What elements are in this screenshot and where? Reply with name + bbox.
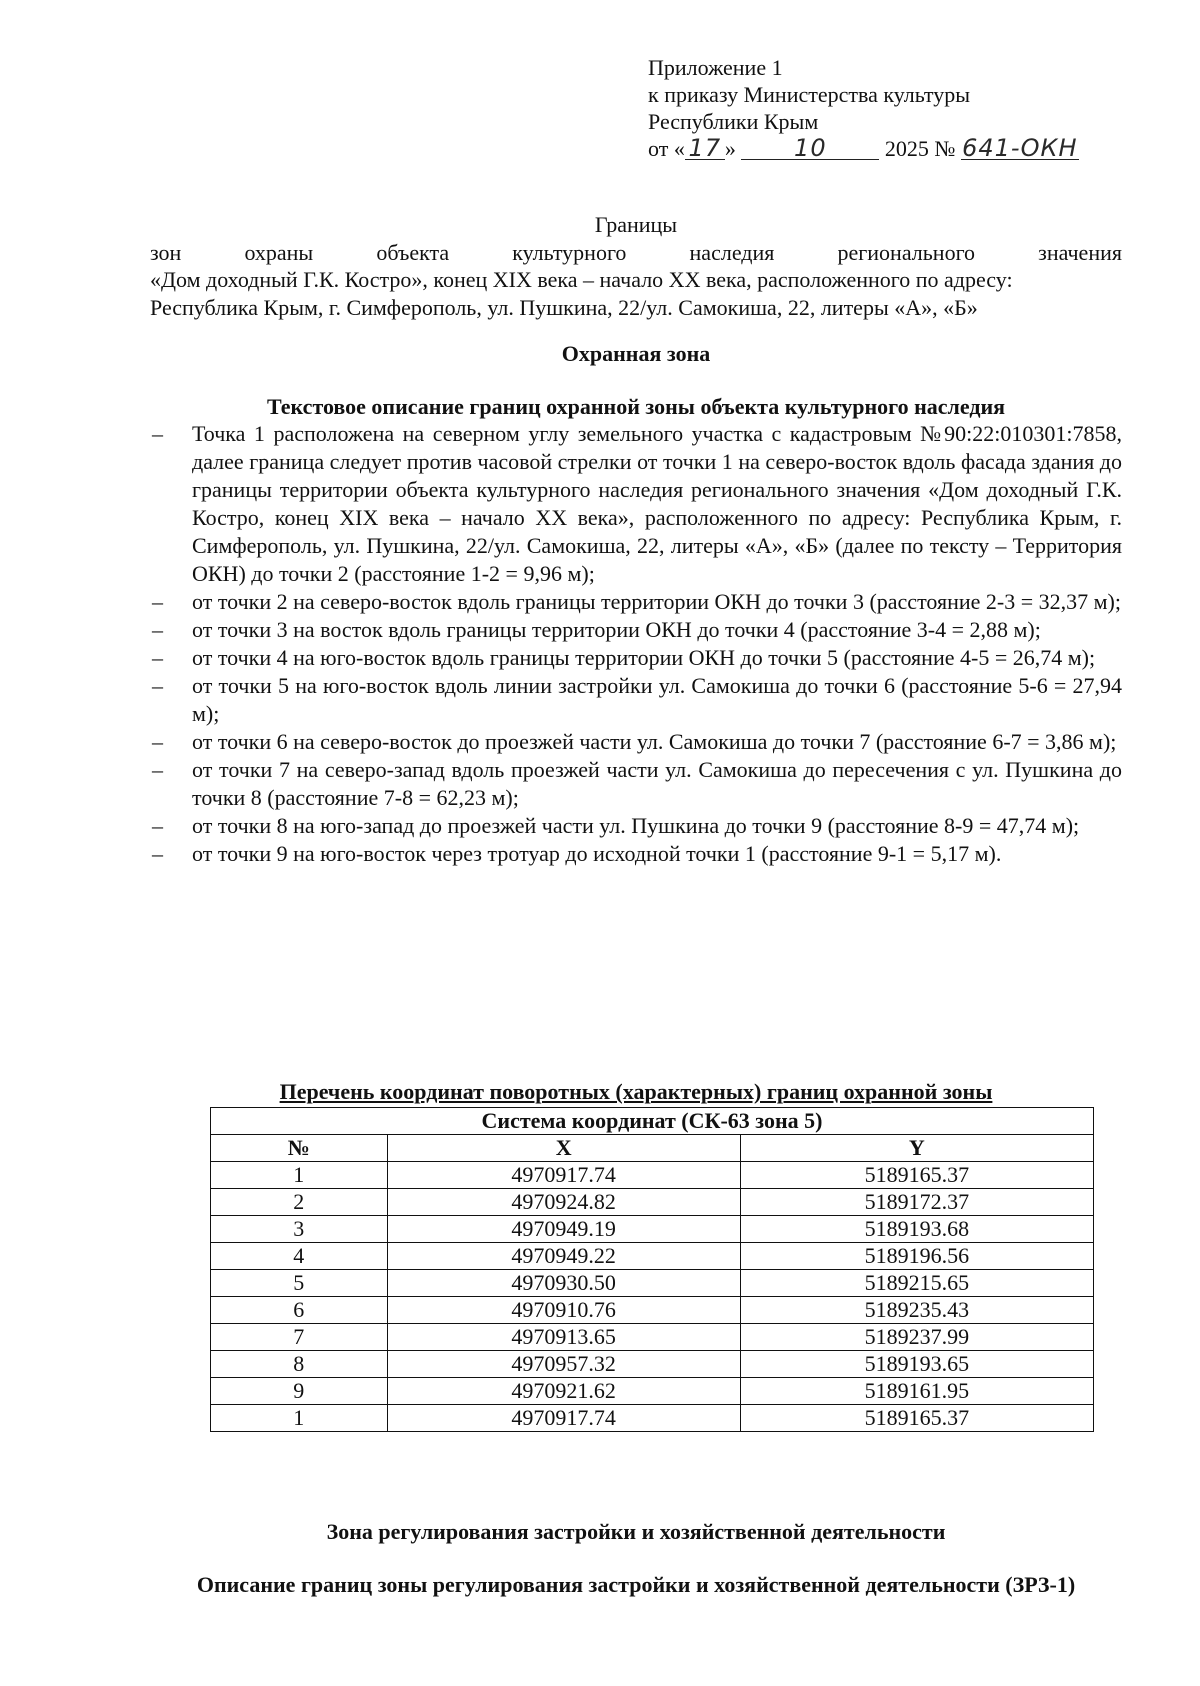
- date-year: 2025 №: [884, 136, 956, 161]
- table-cell: 4970949.19: [387, 1216, 740, 1243]
- table-cell: 5189193.65: [740, 1351, 1093, 1378]
- table-cell: 4970921.62: [387, 1378, 740, 1405]
- date-mid: »: [724, 136, 736, 161]
- table-cell: 1: [211, 1405, 388, 1432]
- table-cell: 3: [211, 1216, 388, 1243]
- title-line-3: Республика Крым, г. Симферополь, ул. Пушкина, 22/ул. Самокиша, 22, литеры «А», «Б»: [150, 295, 978, 320]
- protection-zone-heading: Охранная зона: [561, 341, 711, 366]
- protection-zone-description-heading: Текстовое описание границ охранной зоны объекта культурного наследия: [266, 394, 1006, 419]
- table-row: [211, 1216, 1094, 1243]
- date-prefix: от «: [648, 136, 685, 161]
- table-cell: 5189237.99: [740, 1324, 1093, 1351]
- table-cell: 5189161.95: [740, 1378, 1093, 1405]
- table-row: [211, 1270, 1094, 1297]
- list-bullet: –: [152, 729, 163, 754]
- order-date-line: [648, 135, 1108, 162]
- table-cell: 5189172.37: [740, 1189, 1093, 1216]
- table-row: [211, 1378, 1094, 1405]
- table-cell: 5: [211, 1270, 388, 1297]
- table-cell: 4970930.50: [387, 1270, 740, 1297]
- table-cell: 4970957.32: [387, 1351, 740, 1378]
- coordinate-system-header: Система координат (СК-63 зона 5): [211, 1108, 1094, 1135]
- table-cell: 4970949.22: [387, 1243, 740, 1270]
- appendix-label: Приложение 1: [648, 55, 783, 80]
- table-cell: 5189235.43: [740, 1297, 1093, 1324]
- table-cell: 6: [211, 1297, 388, 1324]
- list-bullet: –: [152, 645, 163, 670]
- table-cell: 1: [211, 1162, 388, 1189]
- table-cell: 4970917.74: [387, 1162, 740, 1189]
- list-bullet: –: [152, 673, 163, 698]
- table-cell: 4970910.76: [387, 1297, 740, 1324]
- column-header-number: №: [211, 1135, 388, 1162]
- list-bullet: –: [152, 589, 163, 614]
- table-cell: 2: [211, 1189, 388, 1216]
- table-cell: 4970924.82: [387, 1189, 740, 1216]
- list-bullet: –: [152, 421, 163, 446]
- list-item: – от точки 5 на юго-восток вдоль линии застройки ул. Самокиша до точки 6 (расстояние 5-6 = 27,94 м);: [152, 673, 1122, 726]
- list-item: – от точки 9 на юго-восток через тротуар до исходной точки 1 (расстояние 9-1 = 5,17 м).: [152, 841, 1002, 866]
- boundary-description-list: [150, 420, 1122, 868]
- table-cell: 5189165.37: [740, 1405, 1093, 1432]
- coordinates-table: [210, 1107, 1094, 1432]
- list-item: – от точки 4 на юго-восток вдоль границы территории ОКН до точки 5 (расстояние 4-5 = 26,74 м);: [152, 645, 1096, 670]
- table-cell: 5189196.56: [740, 1243, 1093, 1270]
- table-row: [211, 1162, 1094, 1189]
- table-row: [211, 1108, 1094, 1135]
- table-cell: 5189165.37: [740, 1162, 1093, 1189]
- table-cell: 4970913.65: [387, 1324, 740, 1351]
- table-cell: 7: [211, 1324, 388, 1351]
- table-row: [211, 1405, 1094, 1432]
- table-cell: 8: [211, 1351, 388, 1378]
- list-item: – от точки 3 на восток вдоль границы территории ОКН до точки 4 (расстояние 3-4 = 2,88 м);: [152, 617, 1041, 642]
- column-header-y: Y: [740, 1135, 1093, 1162]
- list-item: – от точки 2 на северо-восток вдоль границы территории ОКН до точки 3 (расстояние 2-3 = 32,37 м);: [152, 589, 1121, 614]
- appendix-header: [648, 54, 1108, 162]
- republic-label: Республики Крым: [648, 109, 819, 134]
- list-bullet: –: [152, 617, 163, 642]
- table-row: [211, 1351, 1094, 1378]
- list-bullet: –: [152, 813, 163, 838]
- list-item: – Точка 1 расположена на северном углу земельного участка с кадастровым №90:22:010301:7858, далее граница следует против часовой стрелки от точки 1 на северо-восток вдоль фасада здания до границы территории объекта культурного наследия регионального значения «Дом доходный Г.К. Костро, конец XIX века – начало XX века», расположенного по адресу: Республика Крым, г. Симферополь, ул. Пушкина, 22/ул. Самокиша, 22, литеры «А», «Б» (далее по тексту – Территория ОКН) до точки 2 (расстояние 1-2 = 9,96 м);: [152, 421, 1122, 586]
- list-item: – от точки 7 на северо-запад вдоль проезжей части ул. Самокиша до пересечения с ул. Пушкина до точки 8 (расстояние 7-8 = 62,23 м);: [152, 757, 1122, 810]
- document-title: Границы: [594, 212, 678, 237]
- list-item: – от точки 8 на юго-запад до проезжей части ул. Пушкина до точки 9 (расстояние 8-9 = 47,74 м);: [152, 813, 1080, 838]
- table-cell: 4: [211, 1243, 388, 1270]
- title-line-2: «Дом доходный Г.К. Костро», конец XIX века – начало XX века, расположенного по адресу:: [150, 267, 1013, 292]
- date-day: 17: [685, 137, 725, 160]
- list-bullet: –: [152, 841, 163, 866]
- table-cell: 4970917.74: [387, 1405, 740, 1432]
- date-month: 10: [741, 137, 879, 160]
- table-row: [211, 1135, 1094, 1162]
- table-cell: 9: [211, 1378, 388, 1405]
- list-bullet: –: [152, 757, 163, 782]
- table-cell: 5189193.68: [740, 1216, 1093, 1243]
- column-header-x: X: [387, 1135, 740, 1162]
- order-reference: к приказу Министерства культуры: [648, 82, 971, 107]
- regulation-zone-description-heading: Описание границ зоны регулирования застройки и хозяйственной деятельности (ЗРЗ-1): [196, 1572, 1076, 1597]
- table-row: [211, 1189, 1094, 1216]
- list-item: – от точки 6 на северо-восток до проезжей части ул. Самокиша до точки 7 (расстояние 6-7 = 3,86 м);: [152, 729, 1117, 754]
- order-number: 641-ОКН: [962, 134, 1078, 162]
- table-row: [211, 1324, 1094, 1351]
- regulation-zone-heading: Зона регулирования застройки и хозяйственной деятельности: [326, 1519, 946, 1544]
- title-line-1: зон охраны объекта культурного наследия регионального значения: [150, 240, 1122, 265]
- table-cell: 5189215.65: [740, 1270, 1093, 1297]
- table-row: [211, 1243, 1094, 1270]
- table-row: [211, 1297, 1094, 1324]
- coordinates-table-title: Перечень координат поворотных (характерных) границ охранной зоны: [279, 1079, 993, 1104]
